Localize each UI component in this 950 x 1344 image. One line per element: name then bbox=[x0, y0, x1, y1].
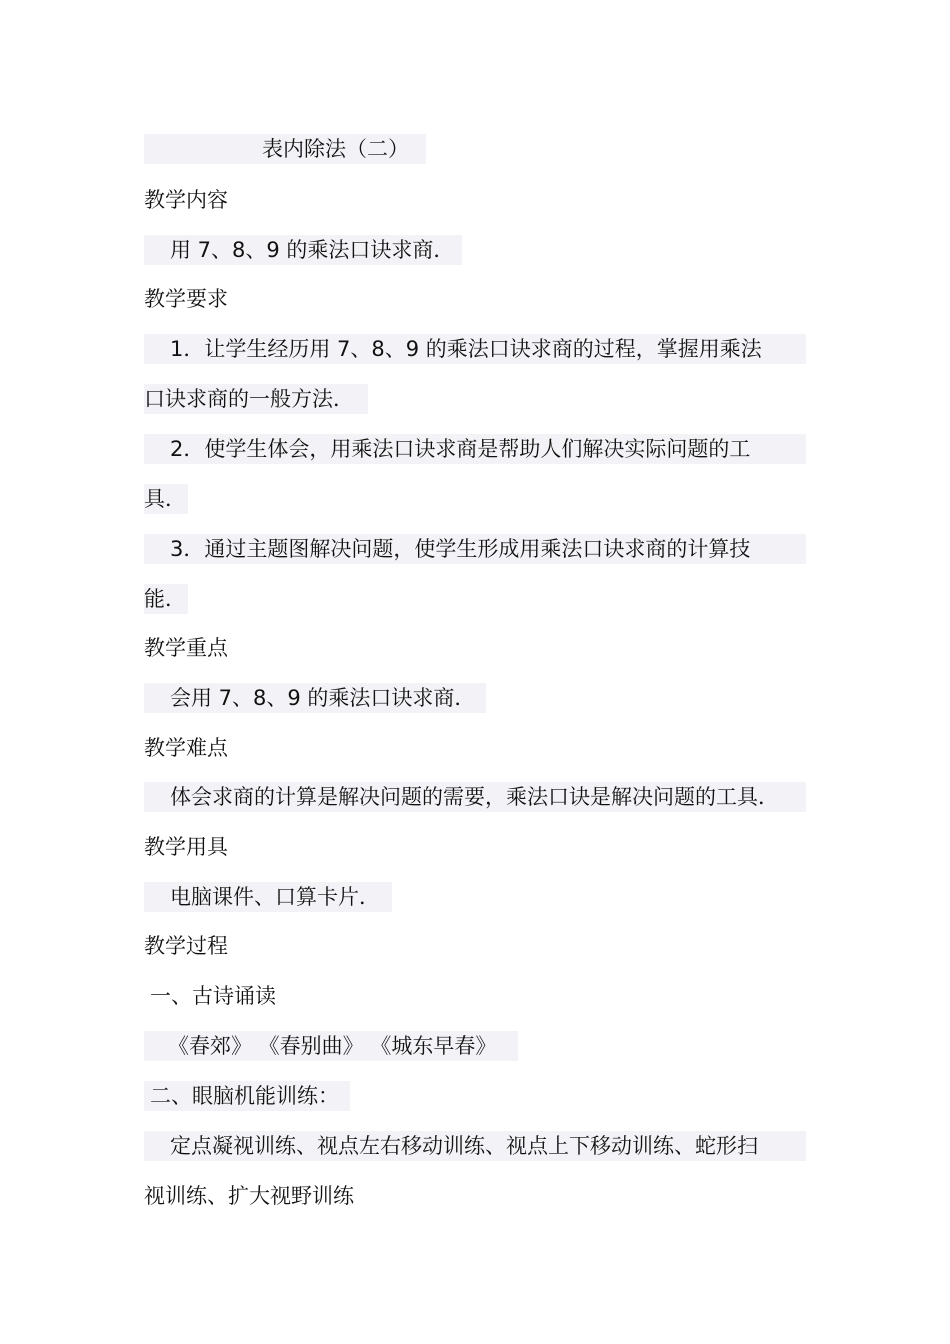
section-heading-tools: 教学用具 bbox=[144, 835, 228, 859]
section-heading-key-point: 教学重点 bbox=[144, 636, 228, 660]
requirement-2-line-1: 2．使学生体会，用乘法口诀求商是帮助人们解决实际问题的工 bbox=[144, 434, 806, 464]
requirement-3-line-2: 能． bbox=[144, 584, 188, 614]
step-1-text: 《春郊》 《春别曲》 《城东早春》 bbox=[144, 1031, 518, 1061]
content-text: 用 7、8、9 的乘法口诀求商． bbox=[144, 235, 462, 265]
key-point-text: 会用 7、8、9 的乘法口诀求商． bbox=[144, 683, 486, 713]
step-2-heading: 二、眼脑机能训练： bbox=[144, 1081, 350, 1111]
requirement-1-line-1: 1．让学生经历用 7、8、9 的乘法口诀求商的过程，掌握用乘法 bbox=[144, 334, 806, 364]
requirement-3-line-1: 3．通过主题图解决问题，使学生形成用乘法口诀求商的计算技 bbox=[144, 534, 806, 564]
section-heading-difficulty: 教学难点 bbox=[144, 736, 228, 760]
step-1-heading: 一、古诗诵读 bbox=[150, 984, 276, 1008]
section-heading-content: 教学内容 bbox=[144, 188, 228, 212]
step-2-line-2: 视训练、扩大视野训练 bbox=[144, 1184, 354, 1208]
section-heading-process: 教学过程 bbox=[144, 934, 228, 958]
requirement-2-line-2: 具． bbox=[144, 484, 188, 514]
tools-text: 电脑课件、口算卡片． bbox=[144, 882, 392, 912]
document-title-block bbox=[144, 134, 426, 164]
requirement-1-line-2: 口诀求商的一般方法． bbox=[144, 384, 368, 414]
document-title: 表内除法（二） bbox=[262, 137, 409, 161]
step-2-line-1: 定点凝视训练、视点左右移动训练、视点上下移动训练、蛇形扫 bbox=[144, 1131, 806, 1161]
section-heading-requirements: 教学要求 bbox=[144, 287, 228, 311]
difficulty-text: 体会求商的计算是解决问题的需要，乘法口诀是解决问题的工具． bbox=[144, 782, 806, 812]
